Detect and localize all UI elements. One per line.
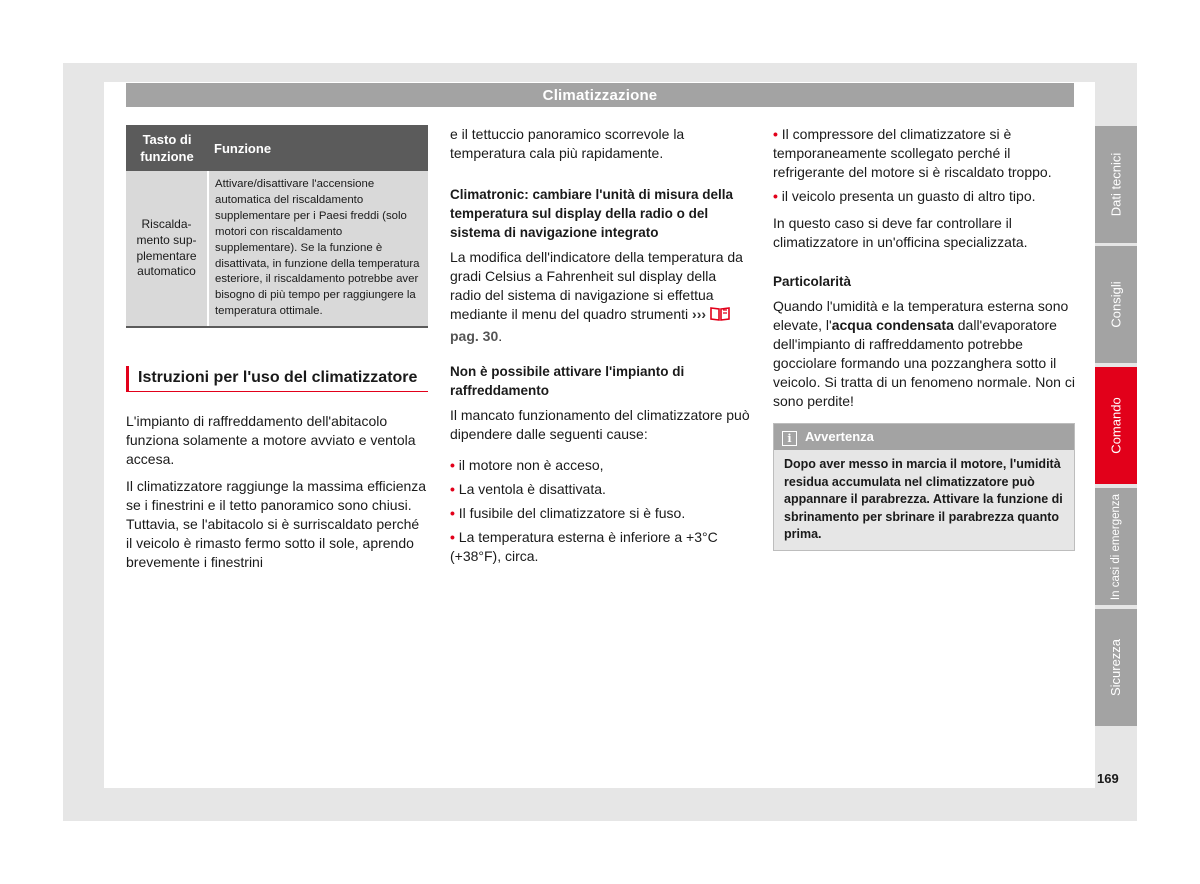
chapter-header: Climatizzazione: [126, 83, 1074, 107]
subheading: Particolarità: [773, 274, 852, 289]
bullet-icon: •: [773, 188, 778, 204]
table-header-function: Funzione: [208, 125, 428, 171]
paragraph: [773, 297, 1075, 411]
paragraph-text: La modifica dell'indicatore della temperatura da gradi Celsius a Fahrenheit sul display della radio del sistema di navigazione si effettua mediante il menu del quadro strumenti: [450, 249, 743, 322]
table-header-key: Tasto di funzione: [126, 125, 208, 171]
warning-header: [774, 424, 1074, 450]
bullet-icon: •: [450, 457, 455, 473]
list-item: [773, 125, 1075, 182]
paragraph: [450, 248, 750, 346]
list-item-text: La temperatura esterna è inferiore a +3°C (+38°F), circa.: [450, 529, 718, 564]
table-row: [126, 171, 428, 326]
function-table-wrap: [126, 125, 428, 328]
punctuation: .: [498, 328, 503, 344]
subheading: Non è possibile attivare l'impianto di raffreddamento: [450, 364, 685, 398]
info-icon: i: [782, 431, 797, 446]
column-3: [773, 125, 1075, 551]
column-2: [450, 125, 750, 574]
paragraph: L'impianto di raffreddamento dell'abitacolo funziona solamente a motore avviato e ventola accesa.: [126, 413, 416, 468]
bullet-icon: •: [450, 505, 455, 521]
paragraph-emphasis: acqua condensata: [831, 317, 954, 333]
function-table: [126, 125, 428, 326]
tab-label: Comando: [1108, 397, 1124, 454]
warning-text: Dopo aver messo in marcia il motore, l'umidità residua accumulata nel climatizzatore può appannare il parabrezza. Attivare la funzione di sbrinamento per sbrinare il parabrezza quanto prima.: [774, 450, 1074, 550]
tab-consigli[interactable]: [1095, 246, 1137, 363]
tab-comando[interactable]: [1095, 367, 1137, 484]
tab-label: Consigli: [1108, 281, 1124, 328]
page-reference-link[interactable]: pag. 30: [450, 328, 499, 344]
tab-label: Dati tecnici: [1108, 152, 1124, 217]
paragraph: In questo caso si deve far controllare il climatizzatore in un'officina specializzata.: [773, 215, 1028, 250]
paragraph: Il climatizzatore raggiunge la massima efficienza se i finestrini e il tetto panoramico sono chiusi. Tuttavia, se l'abitacolo si è surriscaldato perché il veicolo è rimasto fermo sotto il sole, aprendo brevemente i finestrini: [126, 478, 427, 571]
list-item: [450, 456, 750, 475]
list-item: [450, 480, 750, 499]
cause-list-continued: [773, 125, 1075, 206]
tab-dati-tecnici[interactable]: [1095, 126, 1137, 243]
list-item-text: Il fusibile del climatizzatore si è fuso.: [458, 505, 686, 521]
book-reference-icon: [709, 306, 731, 327]
column-1: [126, 125, 428, 580]
tab-casi-di-emergenza[interactable]: [1095, 488, 1137, 605]
reference-arrow: ›››: [692, 306, 707, 322]
list-item-text: La ventola è disattivata.: [458, 481, 606, 497]
page-number: 169: [1097, 771, 1119, 786]
list-item-text: Il compressore del climatizzatore si è temporaneamente scollegato perché il refrigerante del motore si è riscaldato troppo.: [773, 126, 1052, 180]
warning-title: Avvertenza: [805, 429, 874, 444]
list-item: [450, 528, 750, 566]
warning-box: [773, 423, 1075, 551]
tab-sicurezza[interactable]: [1095, 609, 1137, 726]
paragraph-text: Quando l'umidità e la temperatura esterna sono elevate, l': [773, 298, 1069, 333]
bullet-icon: •: [773, 126, 778, 142]
bullet-icon: •: [450, 529, 455, 545]
table-cell-function: Attivare/disattivare l'accensione automatica del riscaldamento supplementare per i Paesi freddi (solo motori con riscaldamento supplementare). Se la funzione è disattivata, in funzione della temperatura esteriore, il riscaldamento potrebbe aver bisogno di più tempo per raggiungere la temperatura ottimale.: [208, 171, 428, 326]
paragraph: Il mancato funzionamento del climatizzatore può dipendere dalle seguenti cause:: [450, 407, 750, 442]
list-item-text: il motore non è acceso,: [458, 457, 604, 473]
tab-label: Sicurezza: [1108, 638, 1124, 697]
bullet-icon: •: [450, 481, 455, 497]
table-cell-key: Riscalda-mento sup-plementare automatico: [126, 171, 208, 326]
section-title: Istruzioni per l'uso del climatizzatore: [126, 366, 428, 392]
tab-label: In casi di emergenza: [1110, 493, 1122, 600]
list-item: [773, 187, 1075, 206]
cause-list: [450, 456, 750, 566]
paragraph-text: dall'evaporatore dell'impianto di raffreddamento potrebbe gocciolare formando una pozzanghera sotto il veicolo. Si tratta di un fenomeno normale. Non ci sono perdite!: [773, 317, 1075, 409]
list-item: [450, 504, 750, 523]
paragraph: e il tettuccio panoramico scorrevole la temperatura cala più rapidamente.: [450, 126, 685, 161]
list-item-text: il veicolo presenta un guasto di altro tipo.: [781, 188, 1036, 204]
subheading: Climatronic: cambiare l'unità di misura della temperatura sul display della radio o del sistema di navigazione integrato: [450, 187, 734, 240]
table-header-row: [126, 125, 428, 171]
